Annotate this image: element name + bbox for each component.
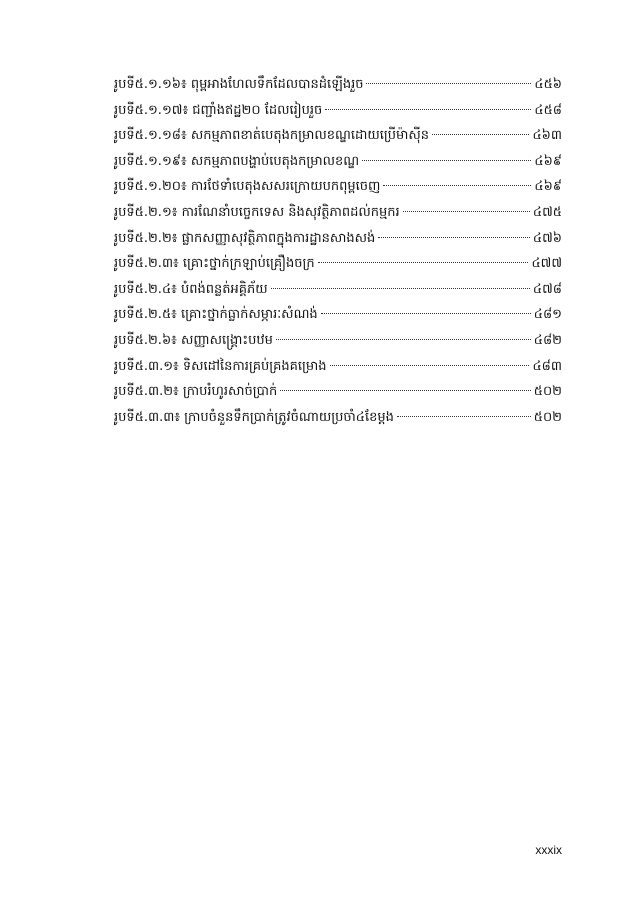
- toc-entry-page: ៥០២: [533, 409, 562, 425]
- toc-entry: [114, 72, 562, 98]
- toc-entry-label: រូបទី៥.៣.២៖ ក្រាបរំហូរសាច់ប្រាក់: [114, 384, 278, 400]
- dot-leader: [318, 262, 529, 263]
- dot-leader: [321, 313, 531, 314]
- toc-entry-label: រូបទី៥.១.១៦៖ ពុម្ពអាងហែលទឹកដែលបានដំឡើងរួច: [114, 77, 364, 92]
- dot-leader: [397, 416, 531, 417]
- toc-entry: [114, 123, 562, 149]
- toc-entry-page: ៤៧៨: [532, 281, 562, 297]
- dot-leader: [378, 237, 530, 238]
- toc-entry-label: រូបទី៥.២.៣៖ គ្រោះថ្នាក់ក្រឡាប់គ្រឿងចក្រ: [114, 256, 315, 272]
- toc-entry: [114, 174, 562, 200]
- toc-entry-label: រូបទី៥.២.៤៖ បំពង់ពន្លត់អគ្គិភ័យ: [114, 281, 268, 297]
- dot-leader: [325, 109, 531, 110]
- dot-leader: [271, 288, 530, 289]
- toc-entry: [114, 98, 562, 124]
- toc-entry: [114, 226, 562, 252]
- toc-entry-page: ៤៨២: [533, 332, 562, 348]
- toc-entry: [114, 302, 562, 328]
- toc-entry-page: ៤៦៩: [534, 153, 562, 169]
- toc-entry-label: រូបទី៥.២.៦៖ សញ្ញាសង្គ្រោះបឋម: [114, 332, 273, 348]
- list-of-figures: [114, 72, 562, 430]
- dot-leader: [362, 160, 531, 161]
- dot-leader: [280, 390, 530, 391]
- toc-entry-page: ៤៧៦: [532, 230, 562, 246]
- toc-entry-page: ៤៦៣: [532, 128, 562, 144]
- toc-entry-page: ៤៨១: [533, 307, 562, 323]
- toc-entry: [114, 277, 562, 303]
- toc-entry-label: រូបទី៥.២.២៖ ផ្លាកសញ្ញាសុវត្ថិភាពក្នុងការដ្ឋានសាងសង់: [114, 230, 376, 246]
- toc-entry-page: ៤៥៨: [534, 102, 562, 118]
- toc-entry: [114, 379, 562, 405]
- dot-leader: [366, 83, 531, 84]
- toc-entry-label: រូបទី៥.២.១៖ ការណែនាំបច្ចេកទេស និងសុវត្ថិភាពដល់កម្មករ: [114, 204, 400, 220]
- toc-entry: [114, 149, 562, 175]
- toc-entry-label: រូបទី៥.៣.៣៖ ក្រាបចំនួនទឹកប្រាក់ត្រូវចំណាយប្រចាំ៤ខែម្តង: [114, 409, 394, 425]
- toc-entry: [114, 251, 562, 277]
- toc-entry: [114, 200, 562, 226]
- toc-entry-label: រូបទី៥.១.២០៖ ការថែទាំបេតុងសសរក្រោយបកពុម្ពចេញ: [114, 179, 381, 195]
- toc-entry: [114, 405, 562, 431]
- toc-entry-label: រូបទី៥.៣.១៖ ទិសដៅនៃការគ្រប់គ្រងគម្រោង: [114, 358, 327, 374]
- toc-entry-page: ៤៦៩: [534, 179, 562, 195]
- dot-leader: [330, 365, 530, 366]
- dot-leader: [276, 339, 531, 340]
- toc-entry: [114, 328, 562, 354]
- toc-entry-label: រូបទី៥.២.៥៖ គ្រោះថ្នាក់ធ្លាក់សម្ភារៈសំណង់: [114, 307, 318, 323]
- toc-entry-label: រូបទី៥.១.១៨៖ សកម្មភាពខាត់បេតុងកម្រាលខណ្ឌដោយប្រើម៉ាស៊ីន: [114, 128, 429, 144]
- toc-entry-page: ៤៥៦: [534, 77, 562, 92]
- dot-leader: [403, 211, 530, 212]
- toc-entry-page: ៤៨៣: [532, 358, 562, 374]
- dot-leader: [432, 134, 529, 135]
- toc-entry-label: រូបទី៥.១.១៩៖ សកម្មភាពបង្ហាប់បេតុងកម្រាលខណ្ឌ: [114, 153, 360, 169]
- toc-entry-page: ៤៧៧: [531, 256, 562, 272]
- toc-entry-label: រូបទី៥.១.១៧៖ ជញ្ជាំងឥដ្ឋ២០ ដែលរៀបរួច: [114, 102, 323, 118]
- toc-entry: [114, 354, 562, 380]
- dot-leader: [383, 185, 531, 186]
- toc-entry-page: ៤៧៥: [532, 204, 562, 220]
- toc-entry-page: ៥០២: [533, 384, 562, 400]
- page-number: xxxix: [535, 843, 562, 857]
